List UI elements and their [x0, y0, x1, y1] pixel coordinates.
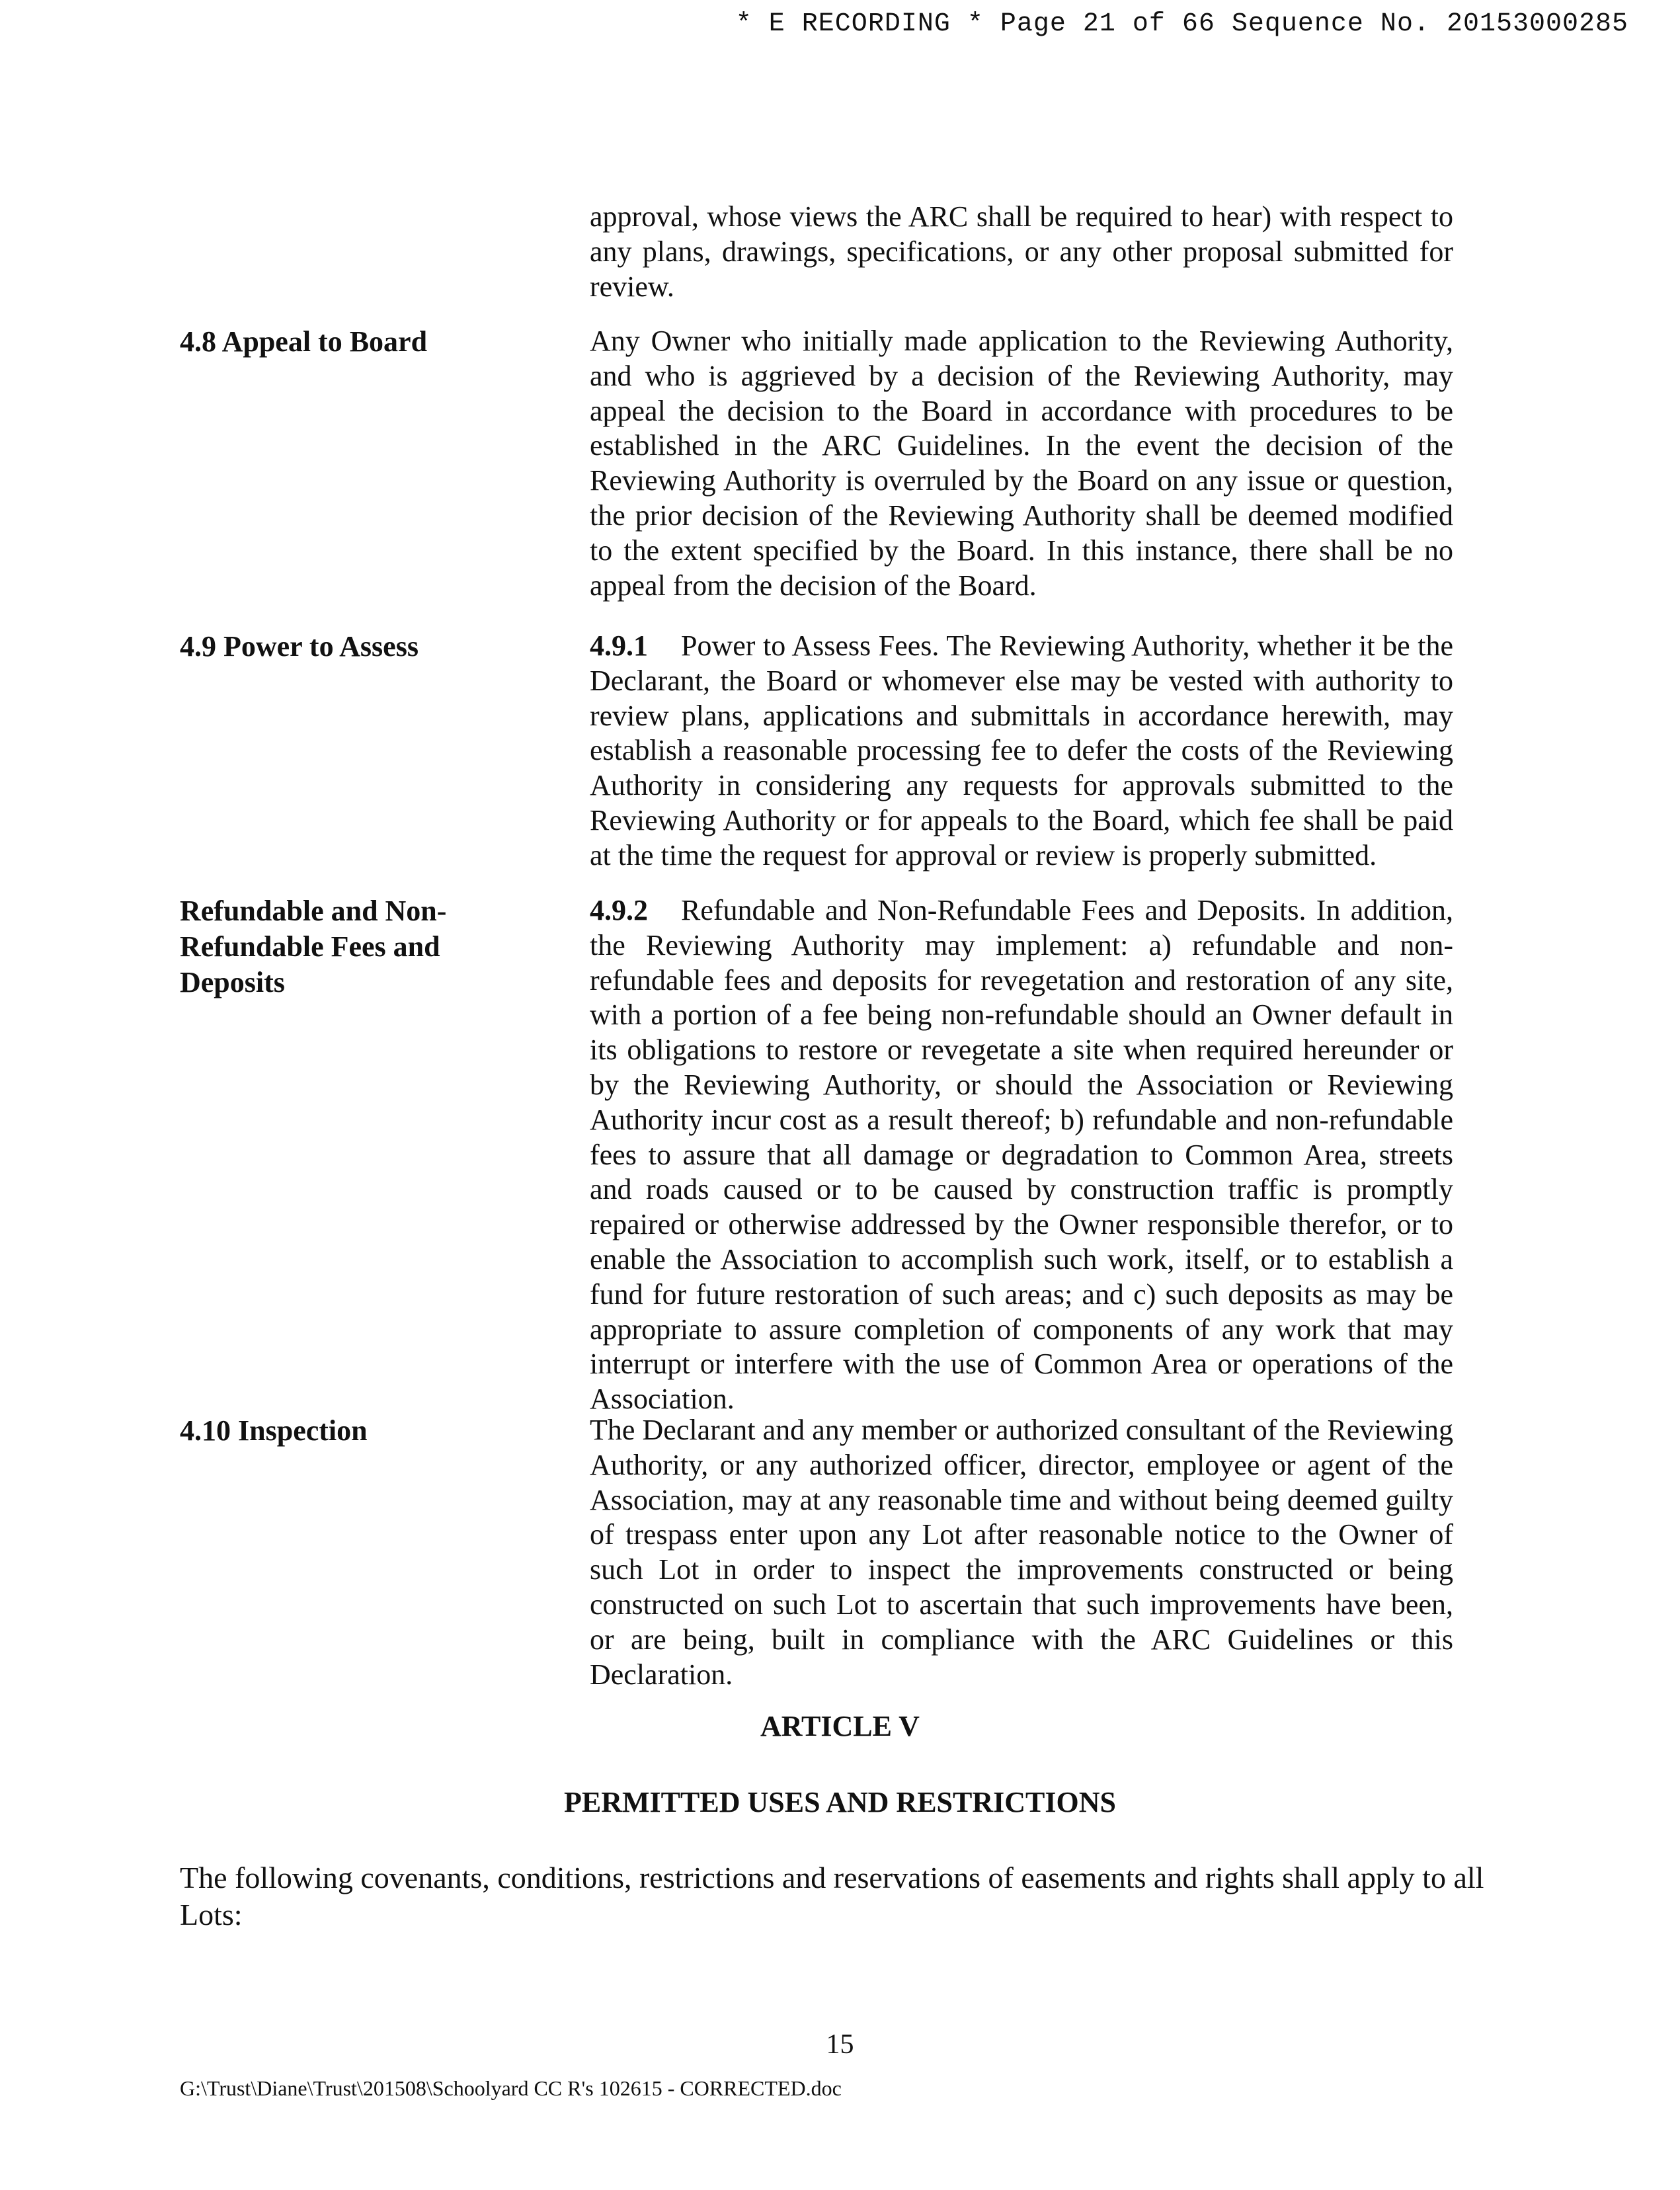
- section-text: Any Owner who initially made application to the Reviewing Authority, and who is aggrieved by a decision of the Reviewing Authority, may appeal the decision to the Board in accordance with procedures to be established in the ARC Guidelines. In the event the decision of the Reviewing Authority is overruled by the Board on any issue or question, the prior decision of the Reviewing Authority shall be deemed modified to the extent specified by the Board. In this instance, there shall be no appeal from the decision of the Board.: [590, 325, 1453, 602]
- section-text: Refundable and Non-Refundable Fees and Deposits. In addition, the Reviewing Authority may implement: a) refundable and non-refundable fees and deposits for revegetation and restoration of any site, with a portion of a fee being non-refundable should an Owner default in its obligations to restore or revegetate a site when required hereunder or by the Reviewing Authority, or should the Association or Reviewing Authority incur cost as a result thereof; b) refundable and non-refundable fees to assure that all damage or degradation to Common Area, streets and roads caused or to be caused by construction traffic is promptly repaired or otherwise addressed by the Owner responsible therefor, or to enable the Association to accomplish such work, itself, or to establish a fund for future restoration of such areas; and c) such deposits as may be appropriate to assure completion of components of any work that may interrupt or interfere with the use of Common Area or operations of the Association.: [590, 894, 1453, 1416]
- subsection-number: 4.9.1: [590, 629, 648, 662]
- footer-file-path: G:\Trust\Diane\Trust\201508\Schoolyard CC R's 102615 - CORRECTED.doc: [180, 2076, 842, 2100]
- article-intro: The following covenants, conditions, restrictions and reservations of easements and rights shall apply to all Lots:: [180, 1861, 1484, 1931]
- article-title: PERMITTED USES AND RESTRICTIONS: [564, 1786, 1116, 1818]
- section-title: Refundable and Non-Refundable Fees and Deposits: [180, 895, 447, 998]
- continuation-text: approval, whose views the ARC shall be required to hear) with respect to any plans, drawings, specifications, or any other proposal submitted for review.: [590, 200, 1453, 303]
- section-title: 4.10 Inspection: [180, 1414, 368, 1447]
- section-title: 4.9 Power to Assess: [180, 630, 419, 663]
- section-title: 4.8 Appeal to Board: [180, 325, 428, 358]
- section-body: [590, 893, 1453, 1417]
- section-text: Power to Assess Fees. The Reviewing Authority, whether it be the Declarant, the Board or whomever else may be vested with authority to review plans, applications and submittals in accordance herewith, may establish a reasonable processing fee to defer the costs of the Reviewing Authority in considering any requests for approvals submitted to the Reviewing Authority or for appeals to the Board, which fee shall be paid at the time the request for approval or review is properly submitted.: [590, 629, 1453, 872]
- section-text: The Declarant and any member or authorized consultant of the Reviewing Authority, or any authorized officer, director, employee or agent of the Association, may at any reasonable time and without being deemed guilty of trespass enter upon any Lot after reasonable notice to the Owner of such Lot in order to inspect the improvements constructed or being constructed on such Lot to ascertain that such improvements have been, or are being, built in compliance with the ARC Guidelines or this Declaration.: [590, 1414, 1453, 1691]
- page-number: 15: [826, 2029, 854, 2060]
- section-body: [590, 629, 1453, 873]
- article-number: ARTICLE V: [760, 1710, 920, 1742]
- subsection-number: 4.9.2: [590, 894, 648, 926]
- recording-header: * E RECORDING * Page 21 of 66 Sequence No. 20153000285: [735, 9, 1628, 39]
